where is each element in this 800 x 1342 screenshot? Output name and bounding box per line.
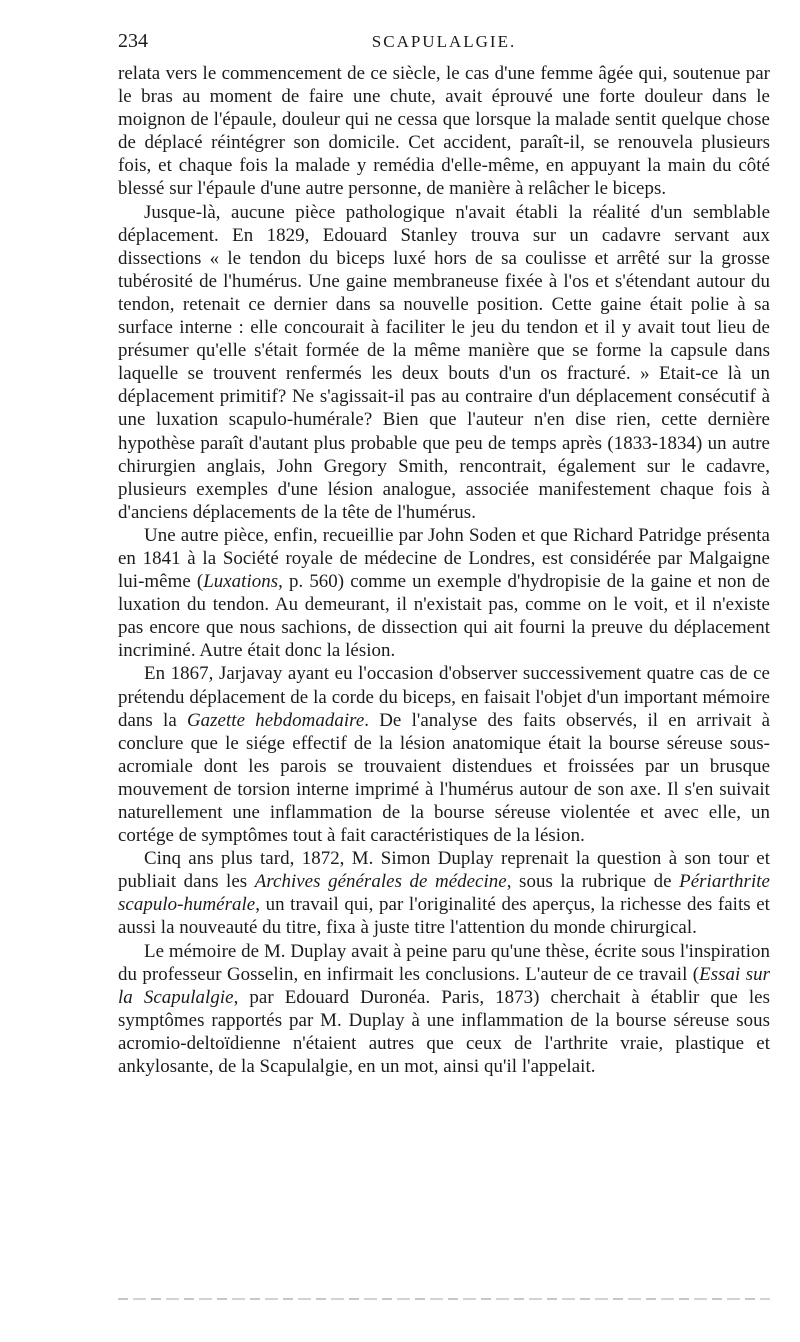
page-header: [118, 30, 770, 54]
text-run: En 1867, Jarjavay ayant eu l'occasion d'observer successivement quatre cas de ce prétendu déplacement de la corde du biceps, en faisait l'objet d'un important mémoire dans la: [118, 663, 770, 731]
paragraph: [118, 62, 770, 201]
text-run: relata vers le commencement de ce siècle, le cas d'une femme âgée qui, soutenue par le bras au moment de faire une chute, avait éprouvé une forte douleur dans le moignon de l'épaule, douleur qui ne cessa que lorsque la malade sentit quelque chose de déplacé réintégrer son domicile. Cet accident, paraît-il, se renouvela plusieurs fois, et chaque fois la malade y remédia d'elle-même, en appuyant la main du côté blessé sur l'épaule d'une autre personne, de manière à relâcher le biceps.: [118, 63, 770, 200]
text-run: , p. 560) comme un exemple d'hydropisie de la gaine et non de luxation du tendon. Au demeurant, il n'existait pas, comme on le voit, et il n'existe pas encore que nous sachions, de dissection qui ait fourni la preuve du déplacement incriminé. Autre était donc la lésion.: [118, 571, 770, 662]
text-run: Jusque-là, aucune pièce pathologique n'avait établi la réalité d'un semblable déplacement. En 1829, Edouard Stanley trouva sur un cadavre servant aux dissections « le tendon du biceps luxé hors de sa coulisse et arrêté sur la grosse tubérosité de l'humérus. Une gaine membraneuse fixée à l'os et s'étendant autour du tendon, retenait ce dernier dans sa nouvelle position. Cette gaine était polie à sa surface interne : elle concourait à faciliter le jeu du tendon et il y avait tout lieu de présumer qu'elle s'était formée de la même manière que se forme la capsule dans laquelle se trouvent renfermés les deux bouts d'un os fracturé. » Etait-ce là un déplacement primitif? Ne s'agissait-il pas au contraire d'un déplacement consécutif à une luxation scapulo-humérale? Bien que l'auteur n'en dise rien, cette dernière hypothèse paraît d'autant plus probable que peu de temps après (1833-1834) un autre chirurgien anglais, John Gregory Smith, rencontrait, également sur le cadavre, plusieurs exemples d'une lésion analogue, associée manifestement chaque fois à d'anciens déplacements de la tête de l'humérus.: [118, 201, 770, 523]
italic-text-run: Périarthrite scapulo-humérale: [118, 871, 770, 916]
text-run: Cinq ans plus tard, 1872, M. Simon Duplay reprenait la question à son tour et publiait dans les: [118, 848, 770, 893]
text-run: . De l'analyse des faits observés, il en arrivait à conclure que le siége effectif de la lésion anatomique était la bourse séreuse sous-acromiale dont les parois se trouvaient distendues et froissées par un brusque mouvement de torsion interne imprimé à l'humérus autour de son axe. Il s'en suivait naturellement une inflammation de la bourse séreuse violentée et avec elle, un cortége de symptômes tout à fait caractéristiques de la lésion.: [118, 709, 770, 847]
paragraph: [118, 847, 770, 939]
page-number: 234: [118, 30, 148, 52]
paragraph: [118, 940, 770, 1079]
italic-text-run: Archives générales de médecine: [254, 871, 507, 893]
italic-text-run: Essai sur la Scapulalgie: [118, 963, 770, 1008]
text-run: , un travail qui, par l'originalité des aperçus, la richesse des faits et aussi la nouveauté du titre, fixa à juste titre l'attention du monde chirurgical.: [118, 894, 770, 939]
text-run: , par Edouard Duronéa. Paris, 1873) cherchait à établir que les symptômes rapportés par M. Duplay à une inflammation de la bourse séreuse sous acromio-deltoïdienne n'étaient autres que ceux de l'arthrite vraie, plastique et ankylosante, de la Scapulalgie, en un mot, ainsi qu'il l'appelait.: [118, 986, 770, 1078]
paragraph: [118, 524, 770, 663]
italic-text-run: Gazette hebdomadaire: [186, 709, 365, 731]
paragraph: [118, 662, 770, 847]
text-run: , sous la rubrique de: [506, 871, 680, 893]
running-title: SCAPULALGIE.: [371, 32, 517, 51]
text-run: Une autre pièce, enfin, recueillie par John Soden et que Richard Patridge présenta en 1841 à la Société royale de médecine de Londres, est considérée par Malgaigne lui-même (: [118, 524, 770, 593]
italic-text-run: Luxations: [203, 571, 279, 593]
text-run: Le mémoire de M. Duplay avait à peine paru qu'une thèse, écrite sous l'inspiration du professeur Gosselin, en infirmait les conclusions. L'auteur de ce travail (: [118, 940, 770, 985]
paragraph: [118, 201, 770, 524]
body-text: [118, 62, 770, 1078]
footer-rule: [118, 1298, 770, 1300]
